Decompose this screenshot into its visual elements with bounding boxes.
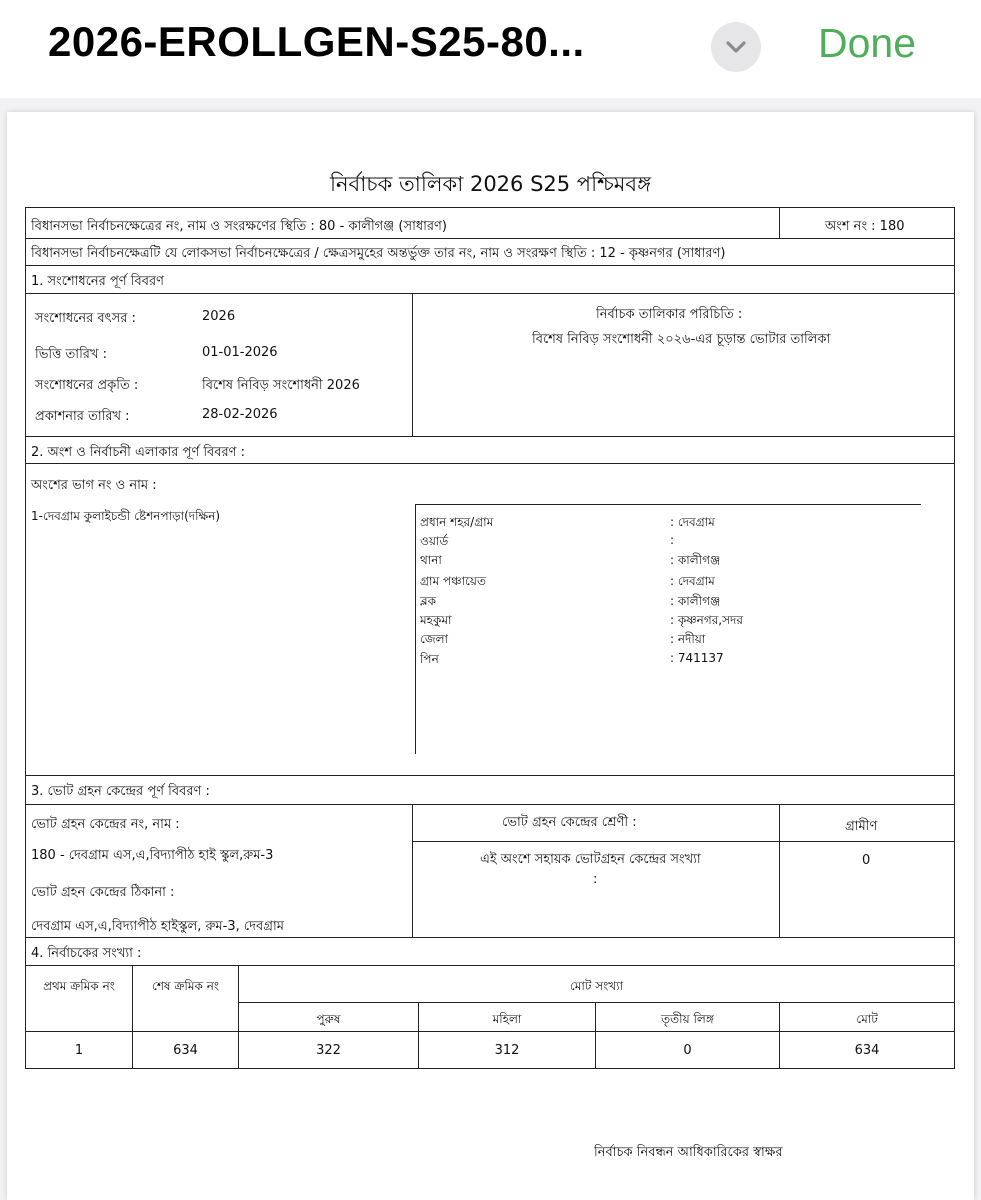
roll-identity-label: নির্বাচক তালিকার পরিচিতি :	[596, 307, 743, 322]
revision-year-label: সংশোধনের বৎসর :	[35, 311, 136, 326]
val-first-serial: 1	[74, 1043, 84, 1058]
roll-identity-value: বিশেষ নিবিড় সংশোধনী ২০২৬-এর চূড়ান্ত ভোটার তালিকা	[532, 332, 831, 347]
section3-heading: 3. ভোট গ্রহন কেন্দ্রের পূর্ণ বিবরণ :	[31, 784, 210, 799]
col-last-serial: শেষ ক্রমিক নং	[151, 979, 220, 993]
polling-station-label: ভোট গ্রহন কেন্দ্রের নং, নাম :	[31, 817, 180, 832]
detail-district-value: : নদীয়া	[670, 632, 706, 646]
part-section-label: অংশের ভাগ নং ও নাম :	[31, 478, 157, 493]
qualifying-date-value: 01-01-2026	[202, 345, 278, 360]
top-toolbar	[0, 0, 981, 98]
detail-subdivision-label: মহকুমা	[420, 613, 452, 627]
assembly-constituency: বিধানসভা নির্বাচনক্ষেত্রের নং, নাম ও সংরক্ষণের স্থিতি : 80 - কালীগঞ্জ (সাধারণ)	[31, 219, 447, 234]
detail-gram-panchayat-value: : দেবগ্রাম	[670, 574, 715, 588]
details-box	[415, 504, 921, 505]
roll-title: নির্বাচক তালিকা 2026 S25 পশ্চিমবঙ্গ	[329, 172, 652, 196]
col-male: পুরুষ	[316, 1012, 341, 1026]
part-number: অংশ নং : 180	[825, 219, 905, 234]
detail-pin-value: : 741137	[670, 651, 724, 665]
auxiliary-stations-value: 0	[862, 853, 871, 868]
qualifying-date-label: ভিত্তি তারিখ :	[35, 347, 107, 362]
auxiliary-stations-label: এই অংশে সহায়ক ভোটগ্রহন কেন্দ্রের সংখ্যা	[480, 852, 701, 867]
section1-heading: 1. সংশোধনের পূর্ণ বিবরণ	[31, 274, 164, 289]
polling-station-value: 180 - দেবগ্রাম এস,এ,বিদ্যাপীঠ হাই স্কুল,রুম-3	[31, 848, 274, 863]
revision-type-label: সংশোধনের প্রকৃতি :	[35, 378, 139, 393]
section4-heading: 4. নির্বাচকের সংখ্যা :	[31, 946, 142, 961]
detail-police-station-value: : কালীগঞ্জ	[670, 553, 721, 567]
detail-main-town-label: প্রধান শহর/গ্রাম	[420, 515, 494, 529]
val-last-serial: 634	[173, 1043, 198, 1058]
section2-heading: 2. অংশ ও নির্বাচনী এলাকার পূর্ণ বিবরণ :	[31, 445, 246, 460]
officer-signature: নির্বাচক নিবন্ধন আধিকারিকের স্বাক্ষর	[594, 1145, 783, 1160]
col-total: মোট	[856, 1012, 878, 1026]
polling-address-label: ভোট গ্রহন কেন্দ্রের ঠিকানা :	[31, 885, 175, 900]
publication-date-value: 28-02-2026	[202, 407, 278, 422]
col-first-serial: প্রথম ক্রমিক নং	[43, 979, 115, 993]
polling-category-label: ভোট গ্রহন কেন্দ্রের শ্রেণী :	[502, 815, 637, 830]
detail-ward-value: :	[670, 533, 675, 547]
val-female: 312	[494, 1043, 520, 1058]
detail-block-value: : কালীগঞ্জ	[670, 594, 721, 608]
parliamentary-constituency: বিধানসভা নির্বাচনক্ষেত্রটি যে লোকসভা নির্বাচনক্ষেত্রের / ক্ষেত্রসমুহের অন্তর্ভুক্ত তার নং, নাম ও সংরক্ষণ স্থিতি : 12 - কৃষ্ণনগর (সাধারণ)	[31, 246, 726, 261]
document-title: 2026-EROLLGEN-S25-80...	[48, 18, 585, 65]
detail-block-label: ব্লক	[420, 594, 437, 608]
val-total: 634	[854, 1043, 880, 1058]
val-male: 322	[316, 1043, 341, 1058]
part-section-value: 1-দেবগ্রাম কুলাইচন্ডী ষ্টেশনপাড়া(দক্ষিন)	[31, 509, 221, 523]
document-page	[7, 112, 974, 1200]
title-menu-button[interactable]	[711, 22, 761, 72]
col-third-gender: তৃতীয় লিঙ্গ	[661, 1012, 714, 1026]
done-button[interactable]: Done	[818, 20, 917, 66]
detail-subdivision-value: : কৃষ্ণনগর,সদর	[670, 613, 743, 627]
revision-type-value: বিশেষ নিবিড় সংশোধনী 2026	[202, 378, 360, 393]
col-female: মহিলা	[492, 1012, 522, 1026]
detail-ward-label: ওয়ার্ড	[420, 534, 449, 548]
polling-address-value: দেবগ্রাম এস,এ,বিদ্যাপীঠ হাইস্কুল, রুম-3, দেবগ্রাম	[31, 919, 284, 934]
detail-pin-label: পিন	[420, 652, 439, 666]
detail-police-station-label: থানা	[420, 553, 442, 567]
col-total-group: মোট সংখ্যা	[569, 979, 624, 993]
detail-district-label: জেলা	[420, 632, 449, 646]
auxiliary-stations-colon: :	[593, 872, 598, 887]
detail-main-town-value: : দেবগ্রাম	[670, 515, 715, 529]
publication-date-label: প্রকাশনার তারিখ :	[35, 409, 130, 424]
chevron-down-icon	[724, 36, 748, 58]
detail-gram-panchayat-label: গ্রাম পঞ্চায়েত	[420, 574, 486, 588]
revision-year-value: 2026	[202, 309, 236, 324]
val-third-gender: 0	[683, 1043, 692, 1058]
polling-category-value: গ্রামীণ	[845, 819, 878, 834]
